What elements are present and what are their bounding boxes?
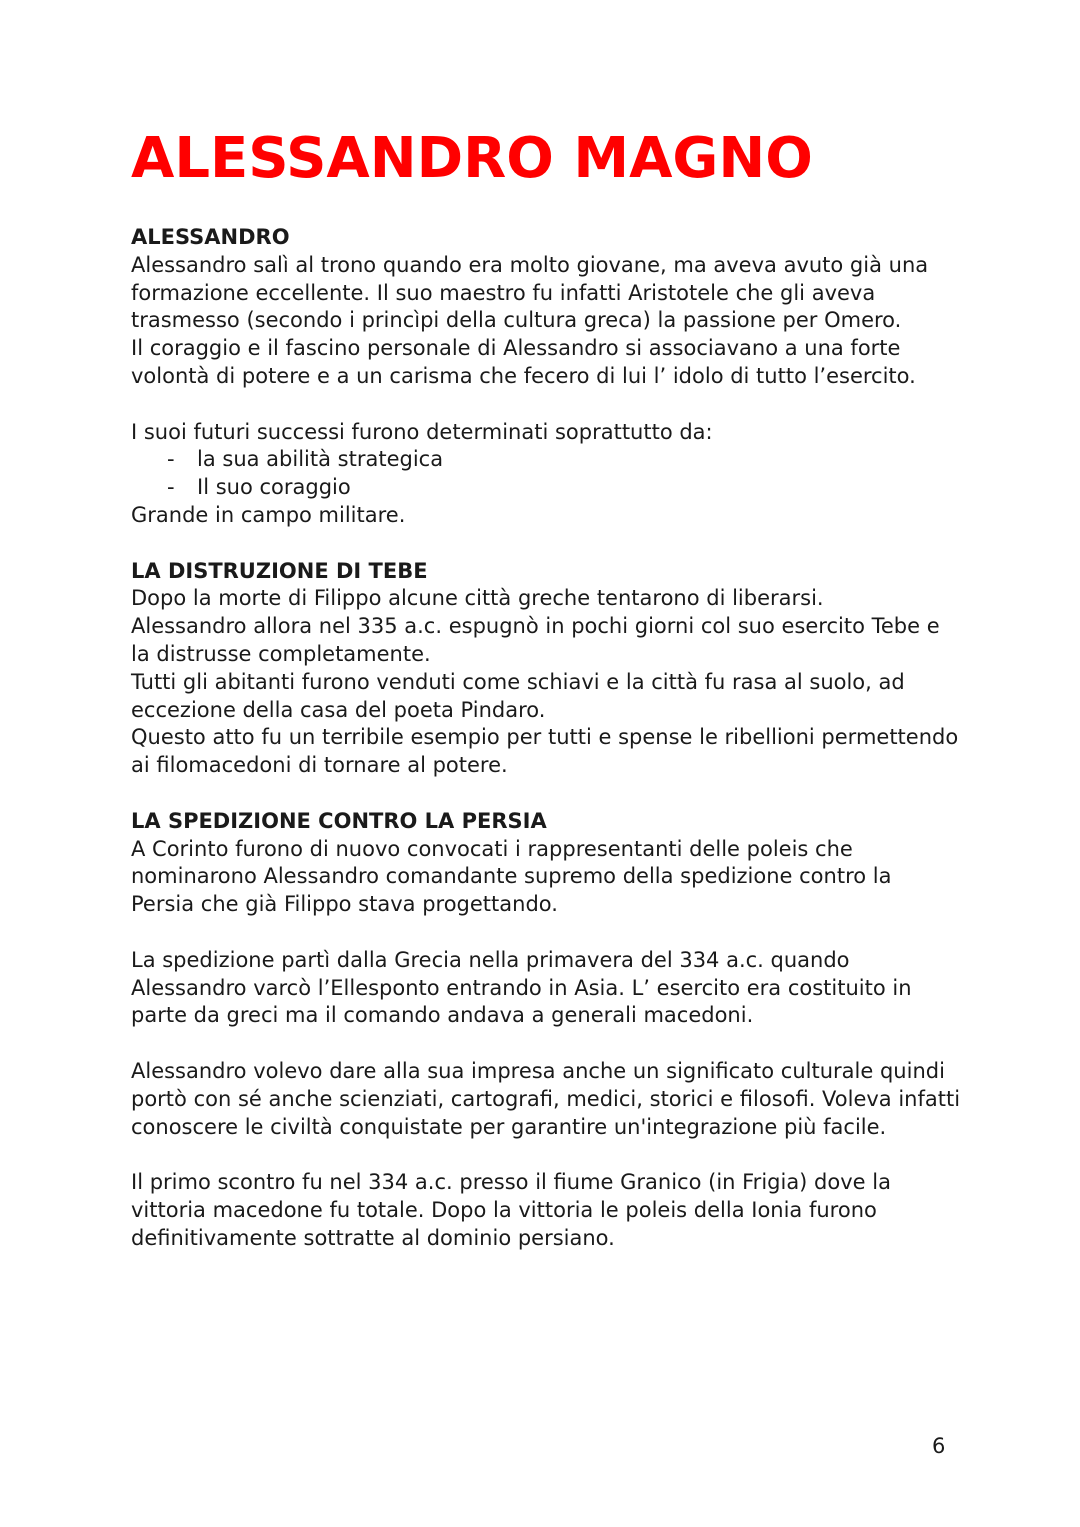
list-item-text: la sua abilità strategica	[197, 447, 444, 472]
document-page	[131, 120, 961, 1252]
page-title: ALESSANDRO MAGNO	[131, 126, 813, 191]
list-item	[167, 474, 961, 502]
list-item-text: Il suo coraggio	[197, 475, 351, 500]
dash-bullet-icon: -	[167, 447, 175, 472]
paragraph: Il primo scontro fu nel 334 a.c. presso il fiume Granico (in Frigia) dove la vittoria macedone fu totale. Dopo la vittoria le poleis della Ionia furono definitivamente sottratte al dominio persiano.	[131, 1170, 891, 1250]
paragraph: Questo atto fu un terribile esempio per tutti e spense le ribellioni permettendo ai filomacedoni di tornare al potere.	[131, 725, 959, 778]
paragraph: La spedizione partì dalla Grecia nella primavera del 334 a.c. quando Alessandro varcò l’Ellesponto entrando in Asia. L’ esercito era costituito in parte da greci ma il comando andava a generali macedoni.	[131, 947, 912, 1028]
section-heading-tebe: LA DISTRUZIONE DI TEBE	[131, 558, 428, 583]
section-heading-alessandro: ALESSANDRO	[131, 225, 290, 249]
document-body	[131, 224, 961, 1252]
paragraph: Alessandro volevo dare alla sua impresa anche un significato culturale quindi portò con sé anche scienziati, cartografi, medici, storici e filosofi. Voleva infatti conoscere le civiltà conquistate per garantire un'integrazione più facile.	[131, 1058, 961, 1139]
spacer	[131, 1030, 961, 1058]
paragraph: Tutti gli abitanti furono venduti come schiavi e la città fu rasa al suolo, ad eccezione della casa del poeta Pindaro.	[131, 669, 905, 722]
paragraph: Il coraggio e il fascino personale di Alessandro si associavano a una forte volontà di potere e a un carisma che fecero di lui l’ idolo di tutto l’esercito.	[131, 336, 916, 388]
list-item	[167, 446, 961, 474]
paragraph: Grande in campo militare.	[131, 502, 406, 527]
paragraph: Alessandro allora nel 335 a.c. espugnò in pochi giorni col suo esercito Tebe e la distrusse completamente.	[131, 614, 940, 666]
page-number: 6	[932, 1434, 946, 1458]
dash-bullet-icon: -	[167, 475, 175, 500]
section-heading-persia: LA SPEDIZIONE CONTRO LA PERSIA	[131, 808, 547, 833]
spacer	[131, 391, 961, 419]
paragraph: I suoi futuri successi furono determinati soprattutto da:	[131, 419, 713, 444]
spacer	[131, 530, 961, 558]
spacer	[131, 780, 961, 808]
bullet-list	[131, 446, 961, 502]
section-tebe	[131, 558, 961, 780]
paragraph: Dopo la morte di Filippo alcune città greche tentarono di liberarsi.	[131, 586, 824, 611]
paragraph: Alessandro salì al trono quando era molto giovane, ma aveva avuto già una formazione eccellente. Il suo maestro fu infatti Aristotele che gli aveva trasmesso (secondo i princìpi della cultura greca) la passione per Omero.	[131, 252, 929, 333]
spacer	[131, 1141, 961, 1169]
section-alessandro	[131, 224, 961, 530]
paragraph: A Corinto furono di nuovo convocati i rappresentanti delle poleis che nominarono Alessandro comandante supremo della spedizione contro la Persia che già Filippo stava progettando.	[131, 836, 892, 917]
spacer	[131, 919, 961, 947]
section-persia	[131, 808, 961, 1253]
